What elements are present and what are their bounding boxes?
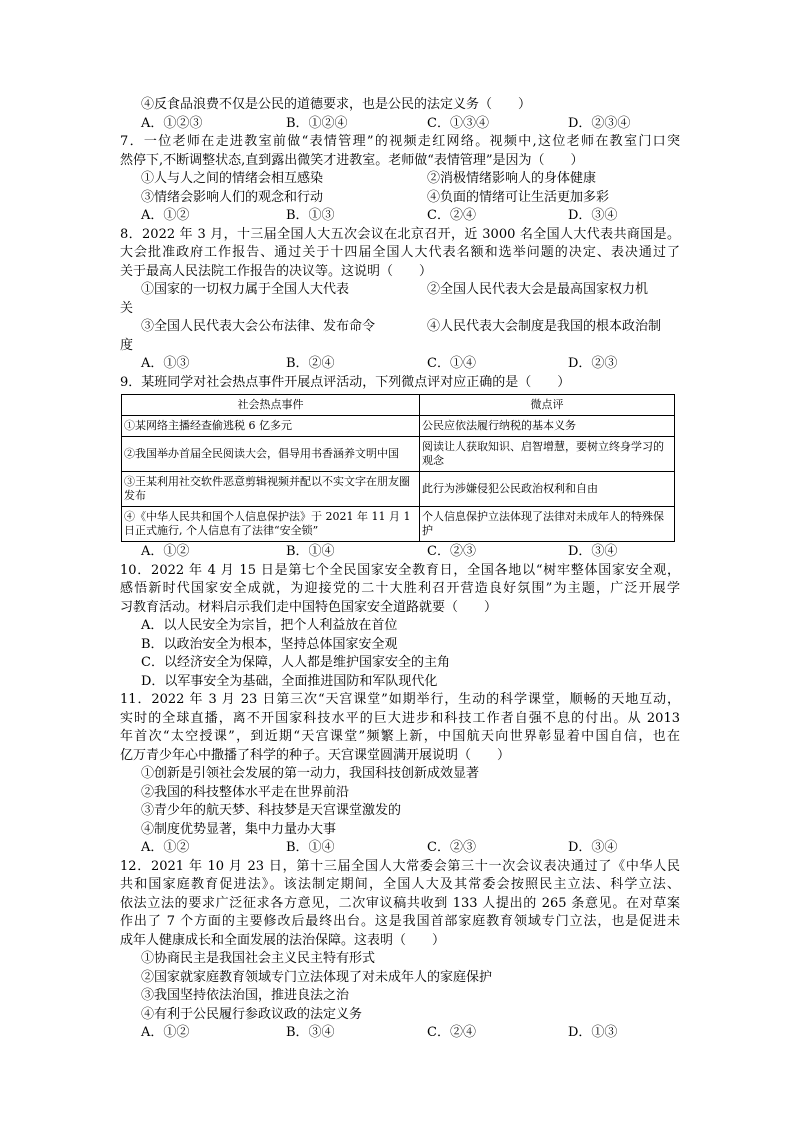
q8-item-2-continued: 关 (120, 300, 134, 316)
q9-table (121, 394, 675, 542)
q12-item-2: ②国家就家庭教育领域专门立法体现了对未成年人的家庭保护 (141, 969, 493, 985)
table-header-row (122, 395, 675, 416)
q8-item-2: ②全国人民代表大会是最高国家权力机 (427, 282, 649, 297)
q12-option-c[interactable]: C．②④ (427, 1025, 476, 1040)
q8-items-row-2 (120, 318, 680, 337)
q12-stem-line-5: 成年人健康成长和全面发展的法治保障。这表明（ ） (120, 932, 446, 948)
q6-options (120, 115, 680, 134)
q9-option-d[interactable]: D．③④ (568, 544, 618, 559)
q12-stem-line-4: 作出了 7 个方面的主要修改后最终出台。这是我国首部家庭教育领域专门立法，也是促进未 (120, 914, 680, 929)
q11-item-4: ④制度优势显著，集中力量办大事 (141, 821, 337, 837)
q8-items-row-1 (120, 281, 680, 300)
q10-choice-a[interactable]: A．以人民安全为宗旨，把个人利益放在首位 (141, 618, 398, 633)
q11-stem-line-2: 实时的全球直播，离不开国家科技水平的巨大进步和科技工作者自强不息的付出。从 2013 (120, 710, 680, 726)
table-cell: ②我国举办首届全民阅读大会，倡导用书香涵养文明中国 (122, 437, 420, 472)
q12-item-3: ③我国坚持依法治国，推进良法之治 (141, 988, 350, 1003)
q12-stem-line-1: 12．2021 年 10 月 23 日，第十三届全国人大常委会第三十一次会议表决通过了《中华人民 (120, 858, 680, 874)
table-cell: 阅读让人获取知识、启智增慧，要树立终身学习的观念 (420, 437, 675, 472)
q7-stem-line-1: 7．一位老师在走进教室前做“表情管理”的视频走红网络。视频中,这位老师在教室门口突 (120, 134, 680, 149)
q12-stem-line-2: 共和国家庭教育促进法》。该法制定期间，全国人大及其常委会按照民主立法、科学立法、 (120, 877, 680, 892)
q10-choice-b[interactable]: B．以政治安全为根本，坚持总体国家安全观 (141, 636, 398, 652)
q7-option-c[interactable]: C．②④ (427, 208, 476, 223)
q8-option-a[interactable]: A．①③ (141, 356, 190, 371)
q11-item-2: ②我国的科技整体水平走在世界前沿 (141, 784, 350, 800)
q8-stem-line-2: 大会批准政府工作报告、通过关于十四届全国人大代表名额和选举问题的决定、表决通过了 (120, 245, 680, 260)
q8-item-1: ①国家的一切权力属于全国人大代表 (141, 282, 350, 297)
q12-item-4: ④有利于公民履行参政议政的法定义务 (141, 1006, 363, 1022)
table-header-event: 社会热点事件 (122, 395, 420, 416)
q7-item-2: ②消极情绪影响人的身体健康 (427, 171, 597, 186)
q7-option-a[interactable]: A．①② (141, 208, 190, 223)
q12-option-d[interactable]: D．①③ (568, 1025, 618, 1040)
q7-item-1: ①人与人之间的情绪会相互感染 (141, 171, 324, 186)
q10-stem-line-3: 习教育活动。材料启示我们走中国特色国家安全道路就要（ ） (120, 599, 498, 615)
q8-stem-line-1: 8．2022 年 3 月，十三届全国人大五次会议在北京召开，近 3000 名全国人大代表共商国是。 (120, 226, 680, 242)
q11-option-d[interactable]: D．③④ (568, 840, 618, 855)
q11-stem-line-4: 亿万青少年心中撒播了科学的种子。天宫课堂圆满开展说明（ ） (120, 747, 511, 763)
q9-options (120, 543, 680, 562)
q11-stem-line-3: 年首次“太空授课”，到近期“天宫课堂”频繁上新，中国航天向世界彰显着中国自信，也在 (120, 729, 680, 744)
q11-item-1: ①创新是引领社会发展的第一动力，我国科技创新成效显著 (141, 766, 480, 781)
q10-stem-line-1: 10．2022 年 4 月 15 日是第七个全民国家安全教育日，全国各地以“树牢整体国家安全观， (120, 562, 680, 578)
q6-option-c[interactable]: C．①③④ (427, 115, 489, 131)
table-cell: ③王某利用社交软件恶意剪辑视频并配以不实文字在朋友圈发布 (122, 472, 420, 507)
q12-item-1: ①协商民主是我国社会主义民主特有形式 (141, 951, 376, 966)
q10-choice-d[interactable]: D．以军事安全为基础，全面推进国防和军队现代化 (141, 673, 438, 689)
q6-option-d[interactable]: D．②③④ (568, 115, 631, 131)
q11-stem-line-1: 11．2022 年 3 月 23 日第三次“天宫课堂”如期举行，生动的科学课堂，顺畅的天地互动， (120, 692, 680, 707)
table-header-comment: 微点评 (420, 395, 675, 416)
q7-items-row-2 (120, 189, 680, 208)
table-cell: 公民应依法履行纳税的基本义务 (420, 416, 675, 437)
q9-option-c[interactable]: C．②③ (427, 544, 476, 559)
q12-stem-line-3: 依法立法的要求广泛征求各方意见，二次审议稿共收到 133 人提出的 265 条意见。在对草案 (120, 895, 680, 911)
q11-item-3: ③青少年的航天梦、科技梦是天宫课堂激发的 (141, 803, 402, 818)
q7-options (120, 207, 680, 226)
q8-option-c[interactable]: C．①④ (427, 356, 476, 371)
q6-item-4: ④反食品浪费不仅是公民的道德要求，也是公民的法定义务（ ） (141, 97, 532, 112)
q12-options (120, 1024, 680, 1043)
exam-page (120, 96, 680, 1043)
table-cell: ④《中华人民共和国个人信息保护法》于 2021 年 11 月 1 日正式施行, 个人信息有了法律“安全锁” (122, 507, 420, 542)
q8-option-b[interactable]: B．②④ (286, 356, 335, 371)
table-cell: 此行为涉嫌侵犯公民政治权利和自由 (420, 472, 675, 507)
table-row (122, 507, 675, 542)
q10-choice-c[interactable]: C．以经济安全为保障，人人都是维护国家安全的主角 (141, 655, 450, 670)
table-row (122, 472, 675, 507)
q12-option-a[interactable]: A．①② (141, 1025, 190, 1040)
q7-item-3: ③情绪会影响人们的观念和行动 (141, 189, 324, 205)
q7-item-4: ④负面的情绪可让生活更加多彩 (427, 189, 610, 205)
q9-stem: 9．某班同学对社会热点事件开展点评活动，下列微点评对应正确的是（ ） (120, 374, 571, 390)
q8-item-4: ④人民代表大会制度是我国的根本政治制 (427, 319, 662, 334)
table-cell: ①某网络主播经查偷逃税 6 亿多元 (122, 416, 420, 437)
q9-option-b[interactable]: B．①④ (286, 544, 335, 559)
q8-options (120, 355, 680, 374)
q7-items-row-1 (120, 170, 680, 189)
q9-option-a[interactable]: A．①② (141, 544, 190, 559)
q11-option-b[interactable]: B．①④ (286, 840, 335, 855)
table-row (122, 437, 675, 472)
q8-item-4-continued: 度 (120, 337, 134, 353)
q7-stem-line-2: 然停下,不断调整状态,直到露出微笑才进教室。老师做“表情管理”是因为（ ） (120, 152, 584, 168)
q10-stem-line-2: 感悟新时代国家安全成就，为迎接党的二十大胜利召开营造良好氛围”为主题，广泛开展学 (120, 581, 680, 596)
q8-stem-line-3: 关于最高人民法院工作报告的决议等。这说明（ ） (120, 263, 433, 279)
table-row (122, 416, 675, 437)
q11-option-c[interactable]: C．②③ (427, 840, 476, 855)
q7-option-d[interactable]: D．③④ (568, 208, 618, 223)
q11-options (120, 839, 680, 858)
q7-option-b[interactable]: B．①③ (286, 208, 335, 223)
q11-option-a[interactable]: A．①② (141, 840, 190, 855)
q12-option-b[interactable]: B．③④ (286, 1025, 335, 1040)
q6-option-a[interactable]: A．①②③ (141, 115, 203, 131)
q8-item-3: ③全国人民代表大会公布法律、发布命令 (141, 319, 376, 334)
q6-option-b[interactable]: B．①②④ (286, 115, 348, 131)
q8-option-d[interactable]: D．②③ (568, 356, 618, 371)
table-cell: 个人信息保护立法体现了法律对未成年人的特殊保护 (420, 507, 675, 542)
